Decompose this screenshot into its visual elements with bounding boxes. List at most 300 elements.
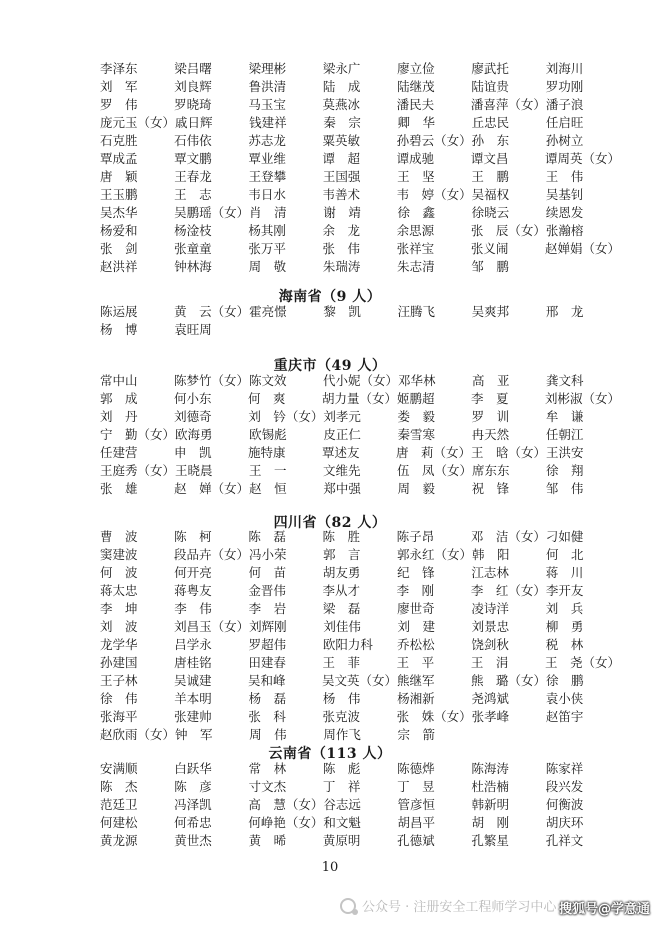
person-name: 苏志龙 [248, 133, 286, 148]
person-name: 唐 颖 [100, 169, 138, 184]
person-name: 汪腾飞 [397, 304, 436, 319]
person-name: 孙建国 [100, 655, 138, 670]
name-row [100, 778, 620, 796]
person-name: 窦建波 [100, 547, 138, 562]
person-name: 吴爽邦 [471, 304, 510, 319]
person-name: 张祥宝 [396, 241, 435, 256]
name-row [100, 96, 620, 114]
person-name: 何小东 [173, 391, 212, 406]
person-name: 常 林 [248, 761, 287, 776]
name-row [100, 654, 620, 672]
person-name: 皮正仁 [323, 427, 361, 442]
person-name: 廖武托 [471, 61, 509, 76]
person-name: 李开友 [545, 583, 584, 598]
person-name: 张克波 [322, 709, 360, 724]
person-name: 张孝峰 [471, 709, 510, 724]
person-name: 陆继茂 [397, 79, 435, 94]
watermark-text: 公众号 · 注册安全工程师学习中心 [362, 900, 557, 915]
person-name: 潘喜萍（女） [470, 97, 546, 112]
person-name: 梁理彬 [248, 61, 287, 76]
person-name: 戚日辉 [175, 115, 213, 130]
person-name: 张童童 [174, 241, 212, 256]
person-name: 寸文杰 [248, 779, 287, 794]
name-row [100, 444, 620, 462]
person-name: 陈 彪 [322, 761, 361, 776]
person-name [546, 321, 620, 339]
person-name: 羊本明 [174, 691, 212, 706]
person-name: 陈运展 [100, 304, 138, 319]
person-name: 安满顺 [100, 761, 138, 776]
person-name: 余思源 [396, 223, 435, 238]
name-row [100, 303, 620, 321]
person-name: 何 苗 [248, 565, 287, 580]
person-name: 梁吕曙 [174, 61, 212, 76]
person-name: 覃述友 [321, 445, 360, 460]
person-name: 张 剑 [100, 241, 138, 256]
person-name: 张海平 [100, 709, 138, 724]
person-name: 范廷卫 [100, 797, 138, 812]
person-name: 胡昌平 [397, 815, 436, 830]
person-name: 谷志远 [323, 797, 361, 812]
name-row [100, 760, 620, 778]
name-list-chongqing [100, 372, 620, 498]
person-name: 赵 婵（女） [174, 481, 250, 496]
person-name: 任启旺 [545, 115, 584, 130]
person-name: 刘景忠 [471, 619, 510, 634]
person-name: 刘昌玉（女） [174, 619, 250, 634]
name-row [100, 114, 620, 132]
person-name: 孔祥文 [545, 833, 584, 848]
person-name: 杨其刚 [248, 223, 286, 238]
person-name: 唐 莉（女） [395, 445, 471, 460]
person-name: 任朝江 [545, 427, 584, 442]
person-name: 李从才 [322, 583, 360, 598]
person-name: 姬鹏超 [396, 391, 435, 406]
person-name: 周 敬 [248, 259, 287, 274]
person-name: 娄 毅 [397, 409, 436, 424]
person-name: 王 鹏 [471, 169, 509, 184]
section-heading-sichuan: 四川省（82 人） [273, 515, 387, 531]
person-name: 吴诚建 [173, 673, 212, 688]
person-name: 和文魁 [323, 815, 361, 830]
person-name: 邹 鹏 [471, 259, 509, 274]
person-name: 赵 恒 [249, 481, 287, 496]
person-name: 孙树立 [545, 133, 584, 148]
wechat-watermark [340, 896, 556, 915]
person-name: 吴文英（女） [321, 673, 397, 688]
person-name: 王春龙 [174, 169, 212, 184]
person-name: 杨淦枝 [174, 223, 212, 238]
name-row [100, 408, 620, 426]
page-number: 10 [321, 860, 339, 875]
person-name: 冯泽凯 [174, 797, 212, 812]
person-name: 段品卉（女） [173, 547, 249, 562]
person-name: 谭周英（女） [544, 151, 620, 166]
person-name: 高 慧（女） [248, 797, 324, 812]
person-name: 孙 东 [471, 133, 510, 148]
person-name: 王登攀 [248, 169, 287, 184]
person-name: 陈子昂 [396, 529, 435, 544]
person-name: 刘良辉 [174, 79, 212, 94]
person-name: 徐 鑫 [397, 205, 436, 220]
person-name: 周作飞 [323, 727, 361, 742]
person-name: 蒋太忠 [100, 583, 138, 598]
section-heading-yunnan: 云南省（113 人） [268, 746, 392, 762]
person-name: 黄世杰 [174, 833, 212, 848]
person-name: 邹 伟 [545, 481, 584, 496]
person-name: 黄龙源 [100, 833, 138, 848]
person-name: 牟 谦 [545, 409, 584, 424]
person-name: 钟 军 [175, 727, 213, 742]
name-row [100, 132, 620, 150]
person-name: 杨 伟 [322, 691, 361, 706]
person-name: 吴基钊 [545, 187, 584, 202]
person-name: 莫燕冰 [322, 97, 360, 112]
person-name: 曹 波 [100, 529, 138, 544]
person-name: 何衡波 [545, 797, 584, 812]
person-name: 秦 宗 [323, 115, 361, 130]
person-name: 宁 勤（女） [100, 427, 176, 442]
person-name: 孔德斌 [397, 833, 435, 848]
person-name: 王 伟 [545, 169, 584, 184]
person-name: 张 科 [248, 709, 286, 724]
name-row [100, 564, 620, 582]
person-name: 韩 阳 [472, 547, 510, 562]
person-name: 何 爽 [247, 391, 286, 406]
person-name: 管彦恒 [397, 797, 436, 812]
person-name: 陆 成 [322, 79, 361, 94]
person-name: 龚文科 [546, 373, 584, 388]
person-name: 刘佳伟 [323, 619, 361, 634]
person-name: 张义闹 [470, 241, 509, 256]
person-name: 陈海涛 [471, 761, 509, 776]
person-name: 黎 凯 [323, 304, 361, 319]
person-name: 罗 训 [471, 409, 510, 424]
person-name: 刘 建 [397, 619, 436, 634]
name-row [100, 390, 620, 408]
person-name [471, 321, 545, 339]
person-name: 郭 言 [323, 547, 361, 562]
person-name: 陈 彦 [174, 779, 212, 794]
name-row [100, 832, 620, 850]
person-name: 赵欣雨（女） [100, 727, 176, 742]
name-row [100, 672, 620, 690]
name-row [100, 546, 620, 564]
person-name: 丁 祥 [322, 779, 361, 794]
person-name: 刘辉刚 [249, 619, 287, 634]
wechat-icon [340, 898, 356, 914]
person-name: 白跃华 [174, 761, 212, 776]
person-name: 欧锡彪 [249, 427, 287, 442]
person-name: 陈 磊 [248, 529, 286, 544]
person-name: 王 菲 [322, 655, 360, 670]
person-name: 常中山 [100, 373, 138, 388]
person-name: 刘 军 [100, 79, 138, 94]
person-name: 张 雄 [100, 481, 138, 496]
person-name: 余 龙 [322, 223, 360, 238]
person-name: 周 伟 [249, 727, 287, 742]
person-name: 任建营 [100, 445, 138, 460]
person-name: 钱建祥 [249, 115, 287, 130]
person-name: 胡 刚 [471, 815, 510, 830]
person-name: 杨湘新 [397, 691, 435, 706]
person-name: 刘彬淑（女） [544, 391, 620, 406]
name-row [100, 636, 620, 654]
person-name [546, 258, 620, 276]
person-name: 唐桂铭 [174, 655, 212, 670]
person-name: 祝 锋 [471, 481, 510, 496]
name-row [100, 708, 620, 726]
person-name: 刘海川 [545, 61, 584, 76]
person-name: 刘 兵 [545, 601, 584, 616]
person-name: 王 一 [249, 463, 287, 478]
person-name: 吴和峰 [247, 673, 286, 688]
person-name: 李 岩 [248, 601, 287, 616]
person-name: 席东东 [472, 463, 510, 478]
person-name: 韦日水 [248, 187, 286, 202]
name-row [100, 480, 620, 498]
person-name: 王 尧（女） [544, 655, 620, 670]
person-name: 王国强 [322, 169, 361, 184]
person-name: 徐晓云 [471, 205, 510, 220]
person-name: 徐 鹏 [546, 673, 584, 688]
person-name [249, 321, 323, 339]
person-name: 田建春 [248, 655, 286, 670]
person-name: 文维先 [323, 463, 361, 478]
person-name: 潘民夫 [396, 97, 435, 112]
person-name: 郭 成 [100, 391, 138, 406]
name-row [100, 60, 620, 78]
person-name: 王 晗（女） [470, 445, 546, 460]
person-name: 覃业维 [248, 151, 286, 166]
name-row [100, 814, 620, 832]
name-row [100, 204, 620, 222]
person-name: 伍 凤（女） [396, 463, 472, 478]
person-name: 黄原明 [322, 833, 361, 848]
sohu-watermark: 搜狐号@学意通 [558, 902, 650, 917]
person-name: 税 林 [545, 637, 584, 652]
person-name: 熊继军 [396, 673, 435, 688]
name-row [100, 222, 620, 240]
person-name: 王 坚 [397, 169, 435, 184]
person-name: 刘孝元 [323, 409, 361, 424]
person-name: 孙碧云（女） [396, 133, 472, 148]
person-name: 霍亮憬 [249, 304, 287, 319]
person-name: 梁 磊 [322, 601, 361, 616]
person-name: 王洪安 [546, 445, 584, 460]
person-name: 王庭秀（女） [100, 463, 176, 478]
person-name: 蒋粤友 [174, 583, 212, 598]
person-name: 丘忠民 [471, 115, 510, 130]
person-name: 卿 华 [397, 115, 436, 130]
person-name: 韦善术 [322, 187, 360, 202]
person-name: 韦 婷（女） [396, 187, 472, 202]
person-name: 龙学华 [100, 637, 138, 652]
person-name: 冯小荣 [249, 547, 287, 562]
section-heading-chongqing: 重庆市（49 人） [273, 358, 387, 374]
person-name: 秦雪寒 [397, 427, 436, 442]
person-name: 黄 晞 [248, 833, 287, 848]
person-name: 罗超伟 [248, 637, 287, 652]
person-name: 何建松 [100, 815, 138, 830]
person-name: 张万平 [248, 241, 286, 256]
person-name: 饶剑秋 [471, 637, 509, 652]
person-name: 李 伟 [174, 601, 212, 616]
name-list-sichuan [100, 528, 620, 744]
person-name: 李泽东 [100, 61, 138, 76]
person-name: 何希忠 [174, 815, 212, 830]
person-name: 刘 丹 [100, 409, 138, 424]
name-list-yunnan [100, 760, 620, 850]
person-name: 张 伟 [322, 241, 360, 256]
person-name: 张建帅 [174, 709, 212, 724]
person-name: 王玉鹏 [100, 187, 138, 202]
person-name: 黄 云（女） [174, 304, 250, 319]
person-name: 刘 钤（女） [248, 409, 324, 424]
person-name: 袁旺周 [174, 322, 212, 337]
person-name: 王 志 [174, 187, 212, 202]
person-name: 谭 超 [322, 151, 360, 166]
name-list-hainan [100, 303, 620, 339]
person-name: 凌诗洋 [471, 601, 509, 616]
person-name: 谭文昌 [470, 151, 509, 166]
person-name: 冉天然 [471, 427, 510, 442]
person-name: 宗 箭 [397, 727, 436, 742]
person-name: 李 夏 [470, 391, 509, 406]
person-name [323, 321, 397, 339]
person-name: 石伟依 [174, 133, 212, 148]
person-name: 张 辰（女） [470, 223, 546, 238]
person-name: 纪 锋 [397, 565, 435, 580]
person-name: 何 北 [546, 547, 584, 562]
person-name: 张 姝（女） [396, 709, 472, 724]
person-name: 覃成孟 [100, 151, 138, 166]
person-name: 李 红（女） [470, 583, 546, 598]
person-name: 申 凯 [173, 445, 212, 460]
person-name: 鲁洪清 [248, 79, 287, 94]
name-row [100, 78, 620, 96]
name-row [100, 582, 620, 600]
name-row [100, 600, 620, 618]
person-name: 丁 昱 [397, 779, 435, 794]
person-name: 陈 胜 [322, 529, 360, 544]
person-name: 胡友勇 [322, 565, 361, 580]
person-name: 郑中强 [323, 481, 361, 496]
name-row [100, 321, 620, 339]
name-row [100, 258, 620, 276]
person-name: 陈家祥 [545, 761, 584, 776]
name-row [100, 240, 620, 258]
person-name: 尧鸿斌 [471, 691, 509, 706]
person-name: 邓华林 [398, 373, 436, 388]
name-row [100, 372, 620, 390]
person-name: 刘德奇 [174, 409, 212, 424]
person-name: 郭永红（女） [396, 547, 472, 562]
person-name: 吴杰华 [100, 205, 138, 220]
person-name: 罗晓琦 [174, 97, 212, 112]
person-name: 陆谊贵 [471, 79, 509, 94]
person-name: 廖世奇 [397, 601, 435, 616]
person-name: 代小妮（女） [323, 373, 399, 388]
person-name: 欧海勇 [175, 427, 213, 442]
name-row [100, 528, 620, 546]
name-row [100, 150, 620, 168]
person-name: 李 刚 [396, 583, 435, 598]
person-name: 朱志清 [397, 259, 435, 274]
person-name: 胡庆环 [545, 815, 584, 830]
person-name: 钟林海 [174, 259, 212, 274]
person-name: 罗功刚 [545, 79, 584, 94]
person-name: 熊 璐（女） [470, 673, 546, 688]
person-name: 马玉宝 [248, 97, 286, 112]
person-name: 赵洪祥 [100, 259, 138, 274]
person-name: 朱瑞涛 [322, 259, 361, 274]
person-name: 刁如健 [545, 529, 584, 544]
person-name: 廖立俭 [397, 61, 435, 76]
person-name: 谭成驰 [396, 151, 435, 166]
person-name: 欧阳力科 [322, 637, 373, 652]
person-name: 杨爱和 [100, 223, 138, 238]
name-row [100, 618, 620, 636]
person-name: 赵笛宇 [545, 709, 584, 724]
person-name: 梁永广 [322, 61, 361, 76]
section-heading-hainan: 海南省（9 人） [278, 289, 382, 305]
person-name [546, 726, 620, 744]
person-name: 罗 伟 [100, 97, 138, 112]
name-row [100, 168, 620, 186]
person-name: 孔繁星 [471, 833, 509, 848]
person-name: 续恩发 [545, 205, 584, 220]
person-name: 谢 靖 [323, 205, 361, 220]
person-name: 周 毅 [397, 481, 436, 496]
person-name: 赵婵娟（女） [544, 241, 620, 256]
person-name: 王 涓 [470, 655, 509, 670]
person-name: 杨 博 [100, 322, 138, 337]
person-name: 江志林 [471, 565, 509, 580]
person-name: 肖 清 [249, 205, 287, 220]
person-name: 杨 磊 [248, 691, 287, 706]
person-name: 韩新明 [471, 797, 510, 812]
person-name: 刘 波 [100, 619, 138, 634]
person-name: 邢 龙 [545, 304, 584, 319]
person-name: 陈 杰 [100, 779, 138, 794]
person-name: 杜浩楠 [471, 779, 509, 794]
person-name: 柳 勇 [545, 619, 584, 634]
person-name: 陈 柯 [174, 529, 212, 544]
person-name: 吴福权 [471, 187, 510, 202]
person-name: 施特康 [247, 445, 286, 460]
person-name: 王晓晨 [175, 463, 213, 478]
person-name: 石克胜 [100, 133, 138, 148]
name-row [100, 426, 620, 444]
name-row [100, 186, 620, 204]
person-name: 胡力量（女） [321, 391, 397, 406]
person-name: 段兴发 [545, 779, 584, 794]
person-name: 张瀚榕 [545, 223, 584, 238]
person-name: 陈德烨 [397, 761, 435, 776]
name-list-prev [100, 60, 620, 276]
person-name: 李 坤 [100, 601, 138, 616]
name-row [100, 690, 620, 708]
person-name: 庞元玉（女） [100, 115, 176, 130]
person-name: 何开亮 [174, 565, 212, 580]
person-name: 粟英敏 [322, 133, 360, 148]
person-name: 高 亚 [472, 373, 510, 388]
person-name [397, 321, 471, 339]
person-name: 徐 翔 [546, 463, 584, 478]
name-row [100, 796, 620, 814]
person-name [472, 726, 546, 744]
